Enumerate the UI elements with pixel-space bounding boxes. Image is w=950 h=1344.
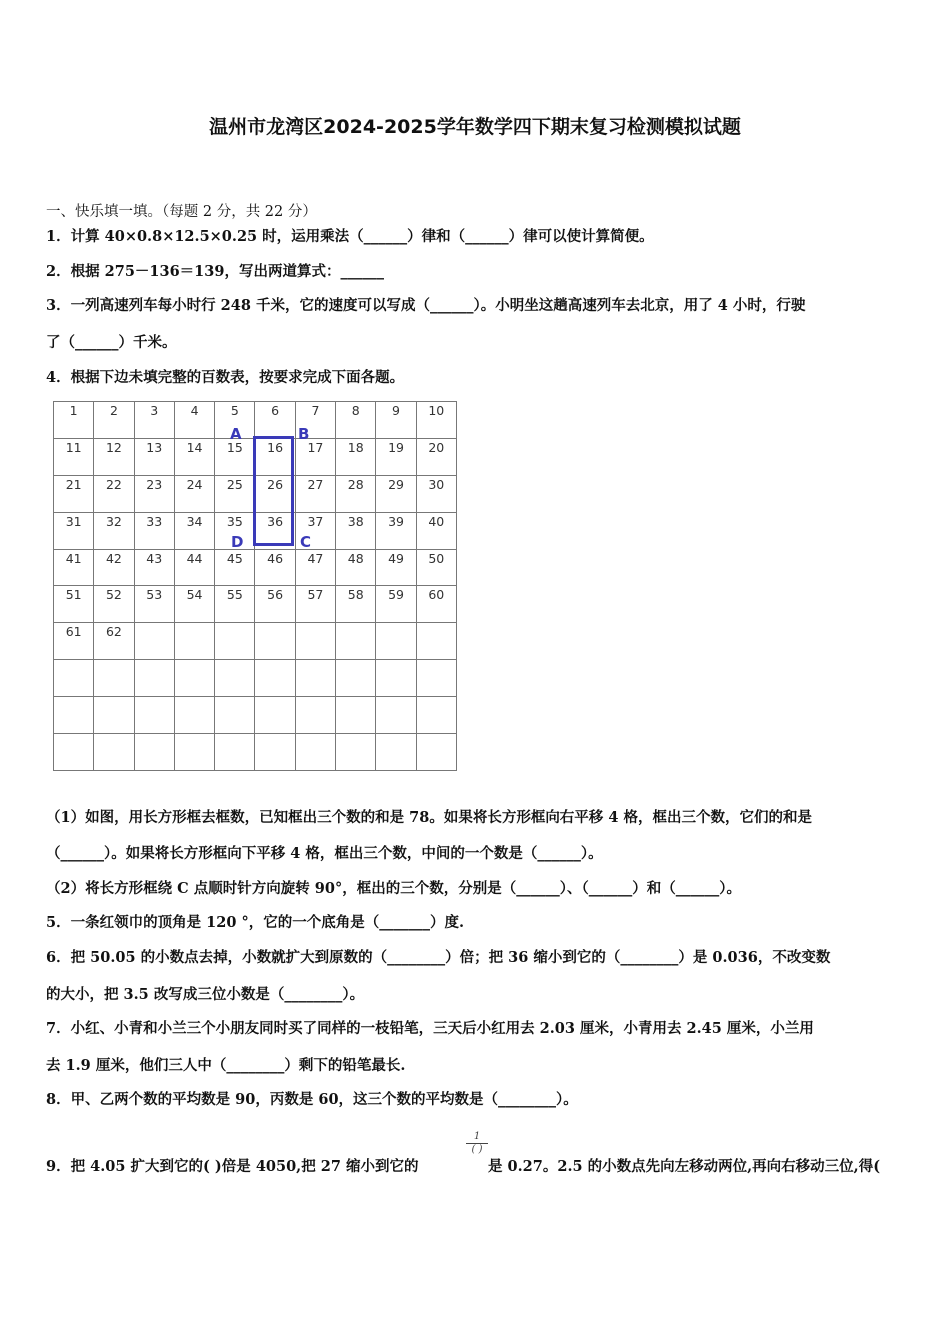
grid-cell: 28 [336,475,376,512]
question-4: 4．根据下边未填完整的百数表，按要求完成下面各题。 [46,369,405,386]
question-8: 8．甲、乙两个数的平均数是 90，丙数是 60，这三个数的平均数是（________）。 [46,1091,578,1108]
grid-cell: 60 [416,586,456,623]
grid-cell: 44 [174,549,214,586]
grid-cell: 58 [336,586,376,623]
grid-cell [94,697,134,734]
grid-cell [134,734,174,771]
question-7-line-2: 去 1.9 厘米，他们三人中（________）剩下的铅笔最长. [46,1057,406,1074]
grid-cell: 12 [94,438,134,475]
grid-cell [416,697,456,734]
grid-cell: 43 [134,549,174,586]
grid-cell [376,623,416,660]
grid-cell [134,623,174,660]
grid-cell: 11 [54,438,94,475]
grid-cell [336,734,376,771]
grid-cell: 27 [295,475,335,512]
grid-row [54,660,457,697]
grid-cell [174,734,214,771]
grid-row [54,402,457,439]
grid-cell [336,660,376,697]
grid-cell: 18 [336,438,376,475]
grid-cell: 38 [336,512,376,549]
grid-cell [336,623,376,660]
corner-label-a: A [230,425,242,443]
grid-cell [416,660,456,697]
grid-cell: 21 [54,475,94,512]
grid-cell: 16 [255,438,295,475]
grid-cell: 20 [416,438,456,475]
question-5: 5．一条红领巾的顶角是 120 °，它的一个底角是（_______）度. [46,914,464,931]
grid-row [54,623,457,660]
grid-cell [134,660,174,697]
grid-cell [255,660,295,697]
grid-cell [215,697,255,734]
grid-cell: 54 [174,586,214,623]
grid-cell: 59 [376,586,416,623]
grid-cell [295,623,335,660]
grid-cell: 10 [416,402,456,439]
grid-cell: 62 [94,623,134,660]
grid-cell: 19 [376,438,416,475]
grid-cell: 22 [94,475,134,512]
question-1: 1．计算 40×0.8×12.5×0.25 时，运用乘法（______）律和（______）律可以使计算简便。 [46,228,654,245]
grid-cell: 40 [416,512,456,549]
grid-cell [215,660,255,697]
grid-cell: 47 [295,549,335,586]
grid-cell: 57 [295,586,335,623]
grid-cell [215,734,255,771]
corner-label-c: C [300,533,312,551]
question-7-line-1: 7．小红、小青和小兰三个小朋友同时买了同样的一枝铅笔，三天后小红用去 2.03 厘米，小青用去 2.45 厘米，小兰用 [46,1020,814,1037]
grid-cell: 3 [134,402,174,439]
grid-cell: 49 [376,549,416,586]
fraction-numerator: 1 [473,1131,481,1142]
question-9-part-2: 是 0.27。2.5 的小数点先向左移动两位,再向右移动三位,得( [488,1158,881,1175]
grid-cell [134,697,174,734]
corner-label-d: D [231,533,244,551]
question-6-line-2: 的大小，把 3.5 改写成三位小数是（________）。 [46,986,365,1003]
fraction-denominator: ( ) [466,1143,488,1156]
grid-cell [54,660,94,697]
grid-cell [376,697,416,734]
grid-cell: 7 [295,402,335,439]
grid-cell: 36 [255,512,295,549]
grid-cell [295,660,335,697]
grid-cell: 37 [295,512,335,549]
grid-cell [376,660,416,697]
grid-cell: 51 [54,586,94,623]
rectangle-frame [253,436,294,546]
grid-cell: 8 [336,402,376,439]
grid-cell: 45 [215,549,255,586]
grid-cell: 14 [174,438,214,475]
grid-cell: 35 [215,512,255,549]
grid-cell: 25 [215,475,255,512]
grid-cell: 34 [174,512,214,549]
question-9-part-1: 9．把 4.05 扩大到它的( )倍是 4050,把 27 缩小到它的 [46,1158,419,1175]
grid-cell: 26 [255,475,295,512]
question-3-line-2: 了（______）千米。 [46,334,177,351]
grid-cell: 41 [54,549,94,586]
grid-cell [295,734,335,771]
grid-cell: 56 [255,586,295,623]
grid-cell [174,623,214,660]
grid-cell [255,623,295,660]
question-9-fraction [466,1131,488,1156]
hundred-chart [53,401,457,771]
grid-cell: 2 [94,402,134,439]
corner-label-b: B [298,425,310,443]
grid-cell: 48 [336,549,376,586]
question-3-line-1: 3．一列高速列车每小时行 248 千米，它的速度可以写成（______）。小明坐这趟高速列车去北京，用了 4 小时，行驶 [46,297,806,314]
grid-cell: 46 [255,549,295,586]
grid-cell [416,734,456,771]
question-6-line-1: 6．把 50.05 的小数点去掉，小数就扩大到原数的（________）倍；把 36 缩小到它的（________）是 0.036，不改变数 [46,949,831,966]
grid-row [54,586,457,623]
grid-cell [94,734,134,771]
grid-cell: 1 [54,402,94,439]
grid-cell [215,623,255,660]
grid-row [54,734,457,771]
grid-cell: 31 [54,512,94,549]
grid-cell [295,697,335,734]
grid-cell: 42 [94,549,134,586]
grid-cell: 24 [174,475,214,512]
grid-cell: 33 [134,512,174,549]
grid-cell: 4 [174,402,214,439]
grid-cell [255,734,295,771]
grid-cell [54,697,94,734]
section-heading: 一、快乐填一填。（每题 2 分，共 22 分） [46,204,317,220]
grid-cell [174,660,214,697]
grid-cell: 13 [134,438,174,475]
grid-cell [255,697,295,734]
grid-cell: 52 [94,586,134,623]
question-2: 2．根据 275－136＝139，写出两道算式：______ [46,263,384,280]
grid-cell [54,734,94,771]
grid-cell [376,734,416,771]
grid-cell: 15 [215,438,255,475]
grid-cell: 17 [295,438,335,475]
question-4-1-line-2: （______）。如果将长方形框向下平移 4 格，框出三个数，中间的一个数是（______）。 [46,845,603,862]
grid-cell: 55 [215,586,255,623]
grid-cell [94,660,134,697]
grid-cell: 29 [376,475,416,512]
grid-cell: 23 [134,475,174,512]
grid-cell [416,623,456,660]
grid-cell [336,697,376,734]
grid-cell [174,697,214,734]
grid-cell: 50 [416,549,456,586]
grid-cell: 53 [134,586,174,623]
question-4-2: （2）将长方形框绕 C 点顺时针方向旋转 90°，框出的三个数，分别是（______）、（______）和（______）。 [46,880,741,897]
question-4-1-line-1: （1）如图，用长方形框去框数，已知框出三个数的和是 78。如果将长方形框向右平移 4 格，框出三个数，它们的和是 [46,809,812,826]
grid-cell: 9 [376,402,416,439]
grid-cell: 39 [376,512,416,549]
grid-cell: 32 [94,512,134,549]
grid-cell: 5 [215,402,255,439]
grid-cell: 30 [416,475,456,512]
page-title: 温州市龙湾区2024-2025学年数学四下期末复习检测模拟试题 [209,116,741,138]
grid-row [54,697,457,734]
grid-cell: 61 [54,623,94,660]
grid-row [54,549,457,586]
grid-cell: 6 [255,402,295,439]
